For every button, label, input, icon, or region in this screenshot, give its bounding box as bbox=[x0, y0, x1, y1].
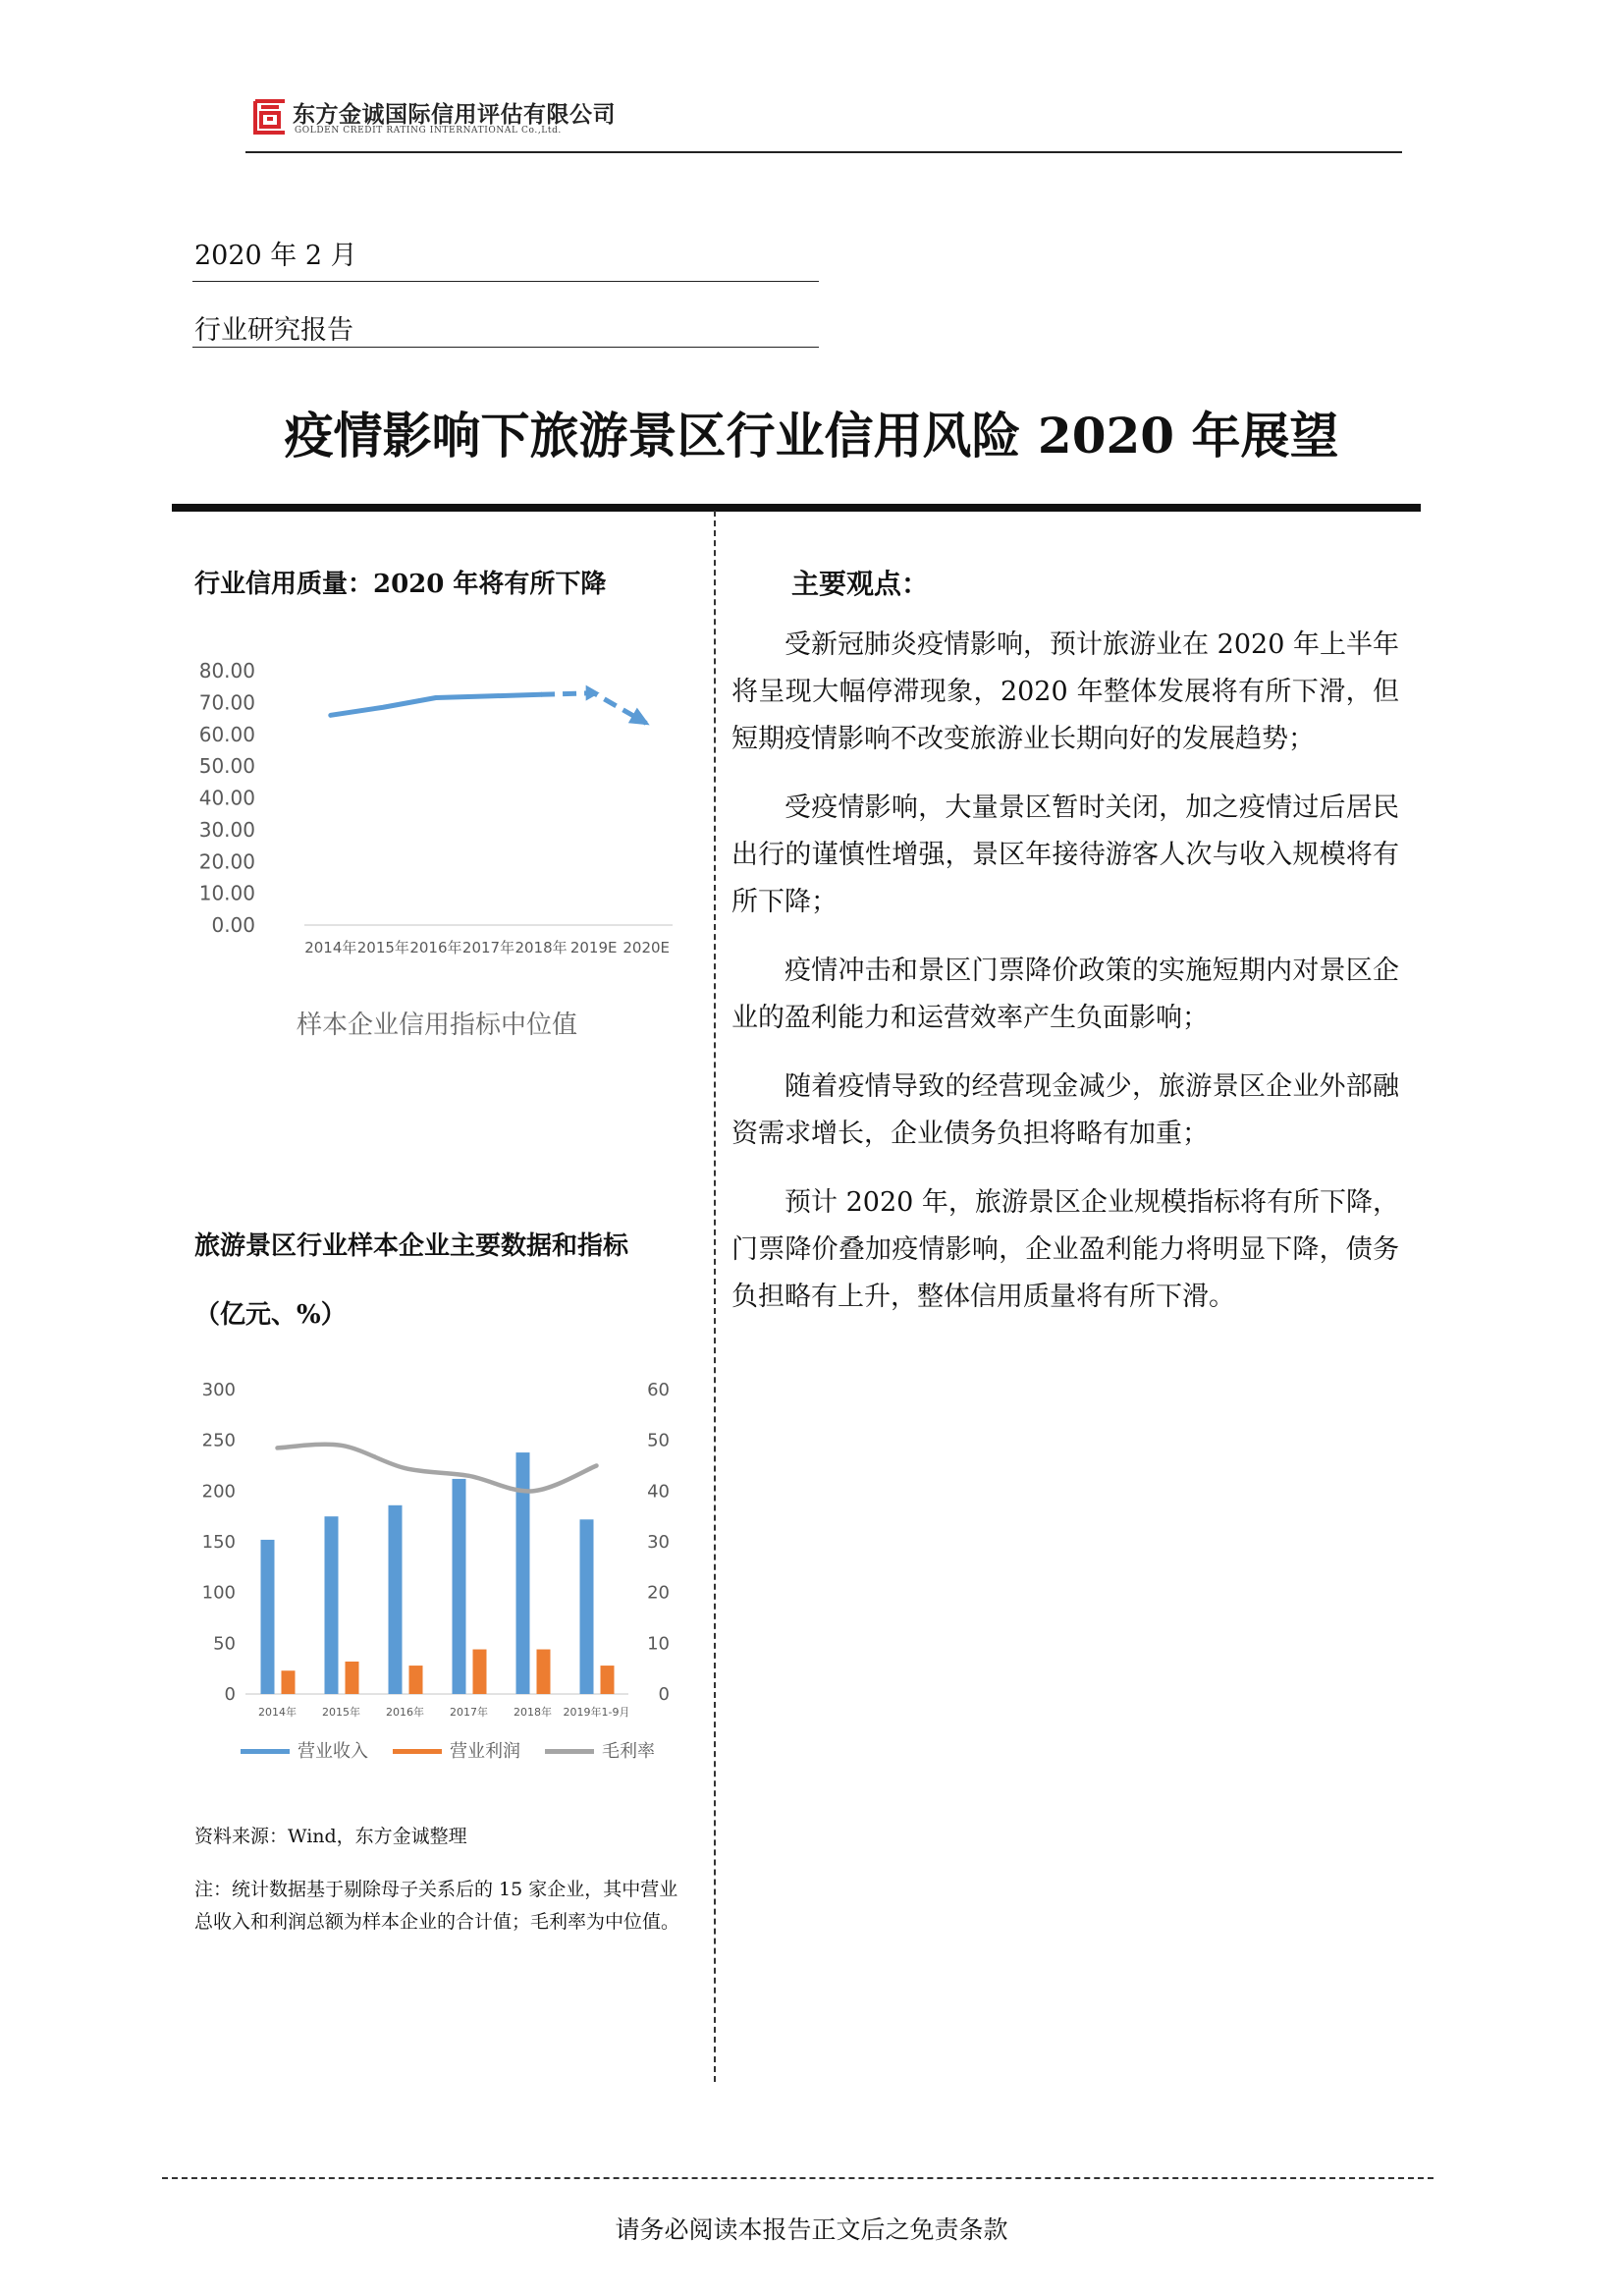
chart1-heading: 行业信用质量：2020 年将有所下降 bbox=[194, 570, 607, 599]
y-right-tick-label: 50 bbox=[647, 1430, 670, 1451]
series-line-estimate bbox=[541, 693, 646, 724]
key-point: 疫情冲击和景区门票降价政策的实施短期内对景区企业的盈利能力和运营效率产生负面影响； bbox=[731, 956, 1399, 1033]
company-logo-icon bbox=[253, 99, 287, 135]
y-left-tick-label: 100 bbox=[201, 1582, 236, 1604]
key-point: 受新冠肺炎疫情影响，预计旅游业在 2020 年上半年将呈现大幅停滞现象，2020 年整体发展将有所下滑，但短期疫情影响不改变旅游业长期向好的发展趋势； bbox=[731, 629, 1399, 754]
y-left-tick-label: 300 bbox=[201, 1380, 236, 1400]
line-gross-margin bbox=[278, 1445, 597, 1492]
y-tick-label: 30.00 bbox=[198, 817, 255, 842]
legend-swatch bbox=[241, 1749, 290, 1754]
x-tick-label: 2016年 bbox=[409, 939, 462, 957]
y-tick-label: 60.00 bbox=[198, 722, 255, 746]
legend-label: 营业收入 bbox=[298, 1741, 368, 1762]
column-divider bbox=[714, 511, 716, 2082]
y-right-tick-label: 60 bbox=[647, 1380, 670, 1400]
series-line-actual bbox=[331, 694, 541, 715]
x-tick-label: 2018年 bbox=[514, 939, 568, 957]
x-tick-label: 2017年 bbox=[450, 1706, 488, 1719]
footnote: 注：统计数据基于剔除母子关系后的 15 家企业，其中营业总收入和利润总额为样本企业的合计值；毛利率为中位值。 bbox=[194, 1879, 680, 1933]
bar-profit bbox=[601, 1666, 615, 1694]
table-heading: 旅游景区行业样本企业主要数据和指标 bbox=[194, 1231, 629, 1261]
company-name-en: GOLDEN CREDIT RATING INTERNATIONAL Co.,Ltd. bbox=[295, 126, 562, 136]
company-name-cn: 东方金诚国际信用评估有限公司 bbox=[293, 101, 616, 128]
bar-revenue bbox=[389, 1505, 403, 1694]
x-tick-label: 2015年 bbox=[322, 1706, 360, 1719]
legend-swatch bbox=[545, 1749, 594, 1754]
y-tick-label: 80.00 bbox=[198, 659, 255, 683]
y-tick-label: 10.00 bbox=[198, 881, 255, 905]
credit-quality-line-chart bbox=[187, 643, 687, 957]
legend-label: 营业利润 bbox=[450, 1741, 520, 1762]
sample-enterprise-combo-chart bbox=[187, 1370, 697, 1773]
bar-profit bbox=[537, 1650, 551, 1694]
y-right-tick-label: 10 bbox=[647, 1633, 670, 1655]
title-rule bbox=[172, 504, 1421, 512]
y-tick-label: 20.00 bbox=[198, 849, 255, 874]
y-right-tick-label: 30 bbox=[647, 1532, 670, 1553]
header-divider bbox=[245, 151, 1402, 153]
y-tick-label: 0.00 bbox=[211, 913, 255, 937]
report-title: 疫情影响下旅游景区行业信用风险 2020 年展望 bbox=[284, 407, 1339, 465]
bar-profit bbox=[409, 1666, 423, 1694]
y-left-tick-label: 250 bbox=[201, 1430, 236, 1451]
key-point: 预计 2020 年，旅游景区企业规模指标将有所下降，门票降价叠加疫情影响，企业盈利能力将明显下降，债务负担略有上升，整体信用质量将有所下滑。 bbox=[731, 1187, 1399, 1312]
x-tick-label: 2017年 bbox=[461, 939, 515, 957]
chart1-caption: 样本企业信用指标中位值 bbox=[296, 1011, 577, 1040]
date-underline bbox=[192, 281, 819, 282]
x-tick-label: 2014年 bbox=[304, 939, 357, 957]
legend-swatch bbox=[393, 1749, 442, 1754]
footer-divider bbox=[162, 2177, 1434, 2179]
bar-profit bbox=[473, 1650, 487, 1694]
y-left-tick-label: 0 bbox=[224, 1684, 236, 1705]
x-tick-label: 2020E bbox=[622, 939, 671, 957]
source-note: 资料来源：Wind，东方金诚整理 bbox=[194, 1826, 467, 1847]
bar-revenue bbox=[453, 1479, 466, 1694]
bar-profit bbox=[346, 1662, 359, 1694]
legend-label: 毛利率 bbox=[602, 1741, 655, 1762]
x-tick-label: 2016年 bbox=[386, 1706, 424, 1719]
y-left-tick-label: 50 bbox=[213, 1633, 236, 1655]
key-points-heading: 主要观点： bbox=[791, 568, 930, 600]
bar-revenue bbox=[580, 1519, 594, 1694]
series-point-marker bbox=[586, 685, 600, 701]
y-tick-label: 70.00 bbox=[198, 690, 255, 715]
bar-revenue bbox=[261, 1540, 275, 1694]
key-point: 受疫情影响，大量景区暂时关闭，加之疫情过后居民出行的谨慎性增强，景区年接待游客人次与收入规模将有所下降； bbox=[731, 793, 1399, 917]
y-tick-label: 50.00 bbox=[198, 754, 255, 779]
x-tick-label: 2019年1-9月 bbox=[563, 1706, 630, 1719]
x-tick-label: 2015年 bbox=[356, 939, 409, 957]
y-left-tick-label: 200 bbox=[201, 1481, 236, 1503]
disclaimer-footer: 请务必阅读本报告正文后之免责条款 bbox=[615, 2215, 1008, 2244]
key-point: 随着疫情导致的经营现金减少，旅游景区企业外部融资需求增长，企业债务负担将略有加重； bbox=[731, 1071, 1399, 1149]
x-tick-label: 2019E bbox=[569, 939, 618, 957]
x-tick-label: 2018年 bbox=[514, 1706, 552, 1719]
y-right-tick-label: 0 bbox=[658, 1684, 670, 1705]
bar-profit bbox=[282, 1670, 296, 1694]
y-right-tick-label: 20 bbox=[647, 1582, 670, 1604]
bar-revenue bbox=[325, 1516, 339, 1694]
type-underline bbox=[192, 347, 819, 348]
y-tick-label: 40.00 bbox=[198, 786, 255, 810]
report-type: 行业研究报告 bbox=[194, 315, 353, 346]
y-right-tick-label: 40 bbox=[647, 1481, 670, 1503]
y-left-tick-label: 150 bbox=[201, 1532, 236, 1553]
key-points-list bbox=[731, 622, 1399, 1342]
x-tick-label: 2014年 bbox=[258, 1706, 297, 1719]
table-unit: （亿元、%） bbox=[194, 1300, 347, 1330]
report-date: 2020 年 2 月 bbox=[194, 241, 357, 271]
